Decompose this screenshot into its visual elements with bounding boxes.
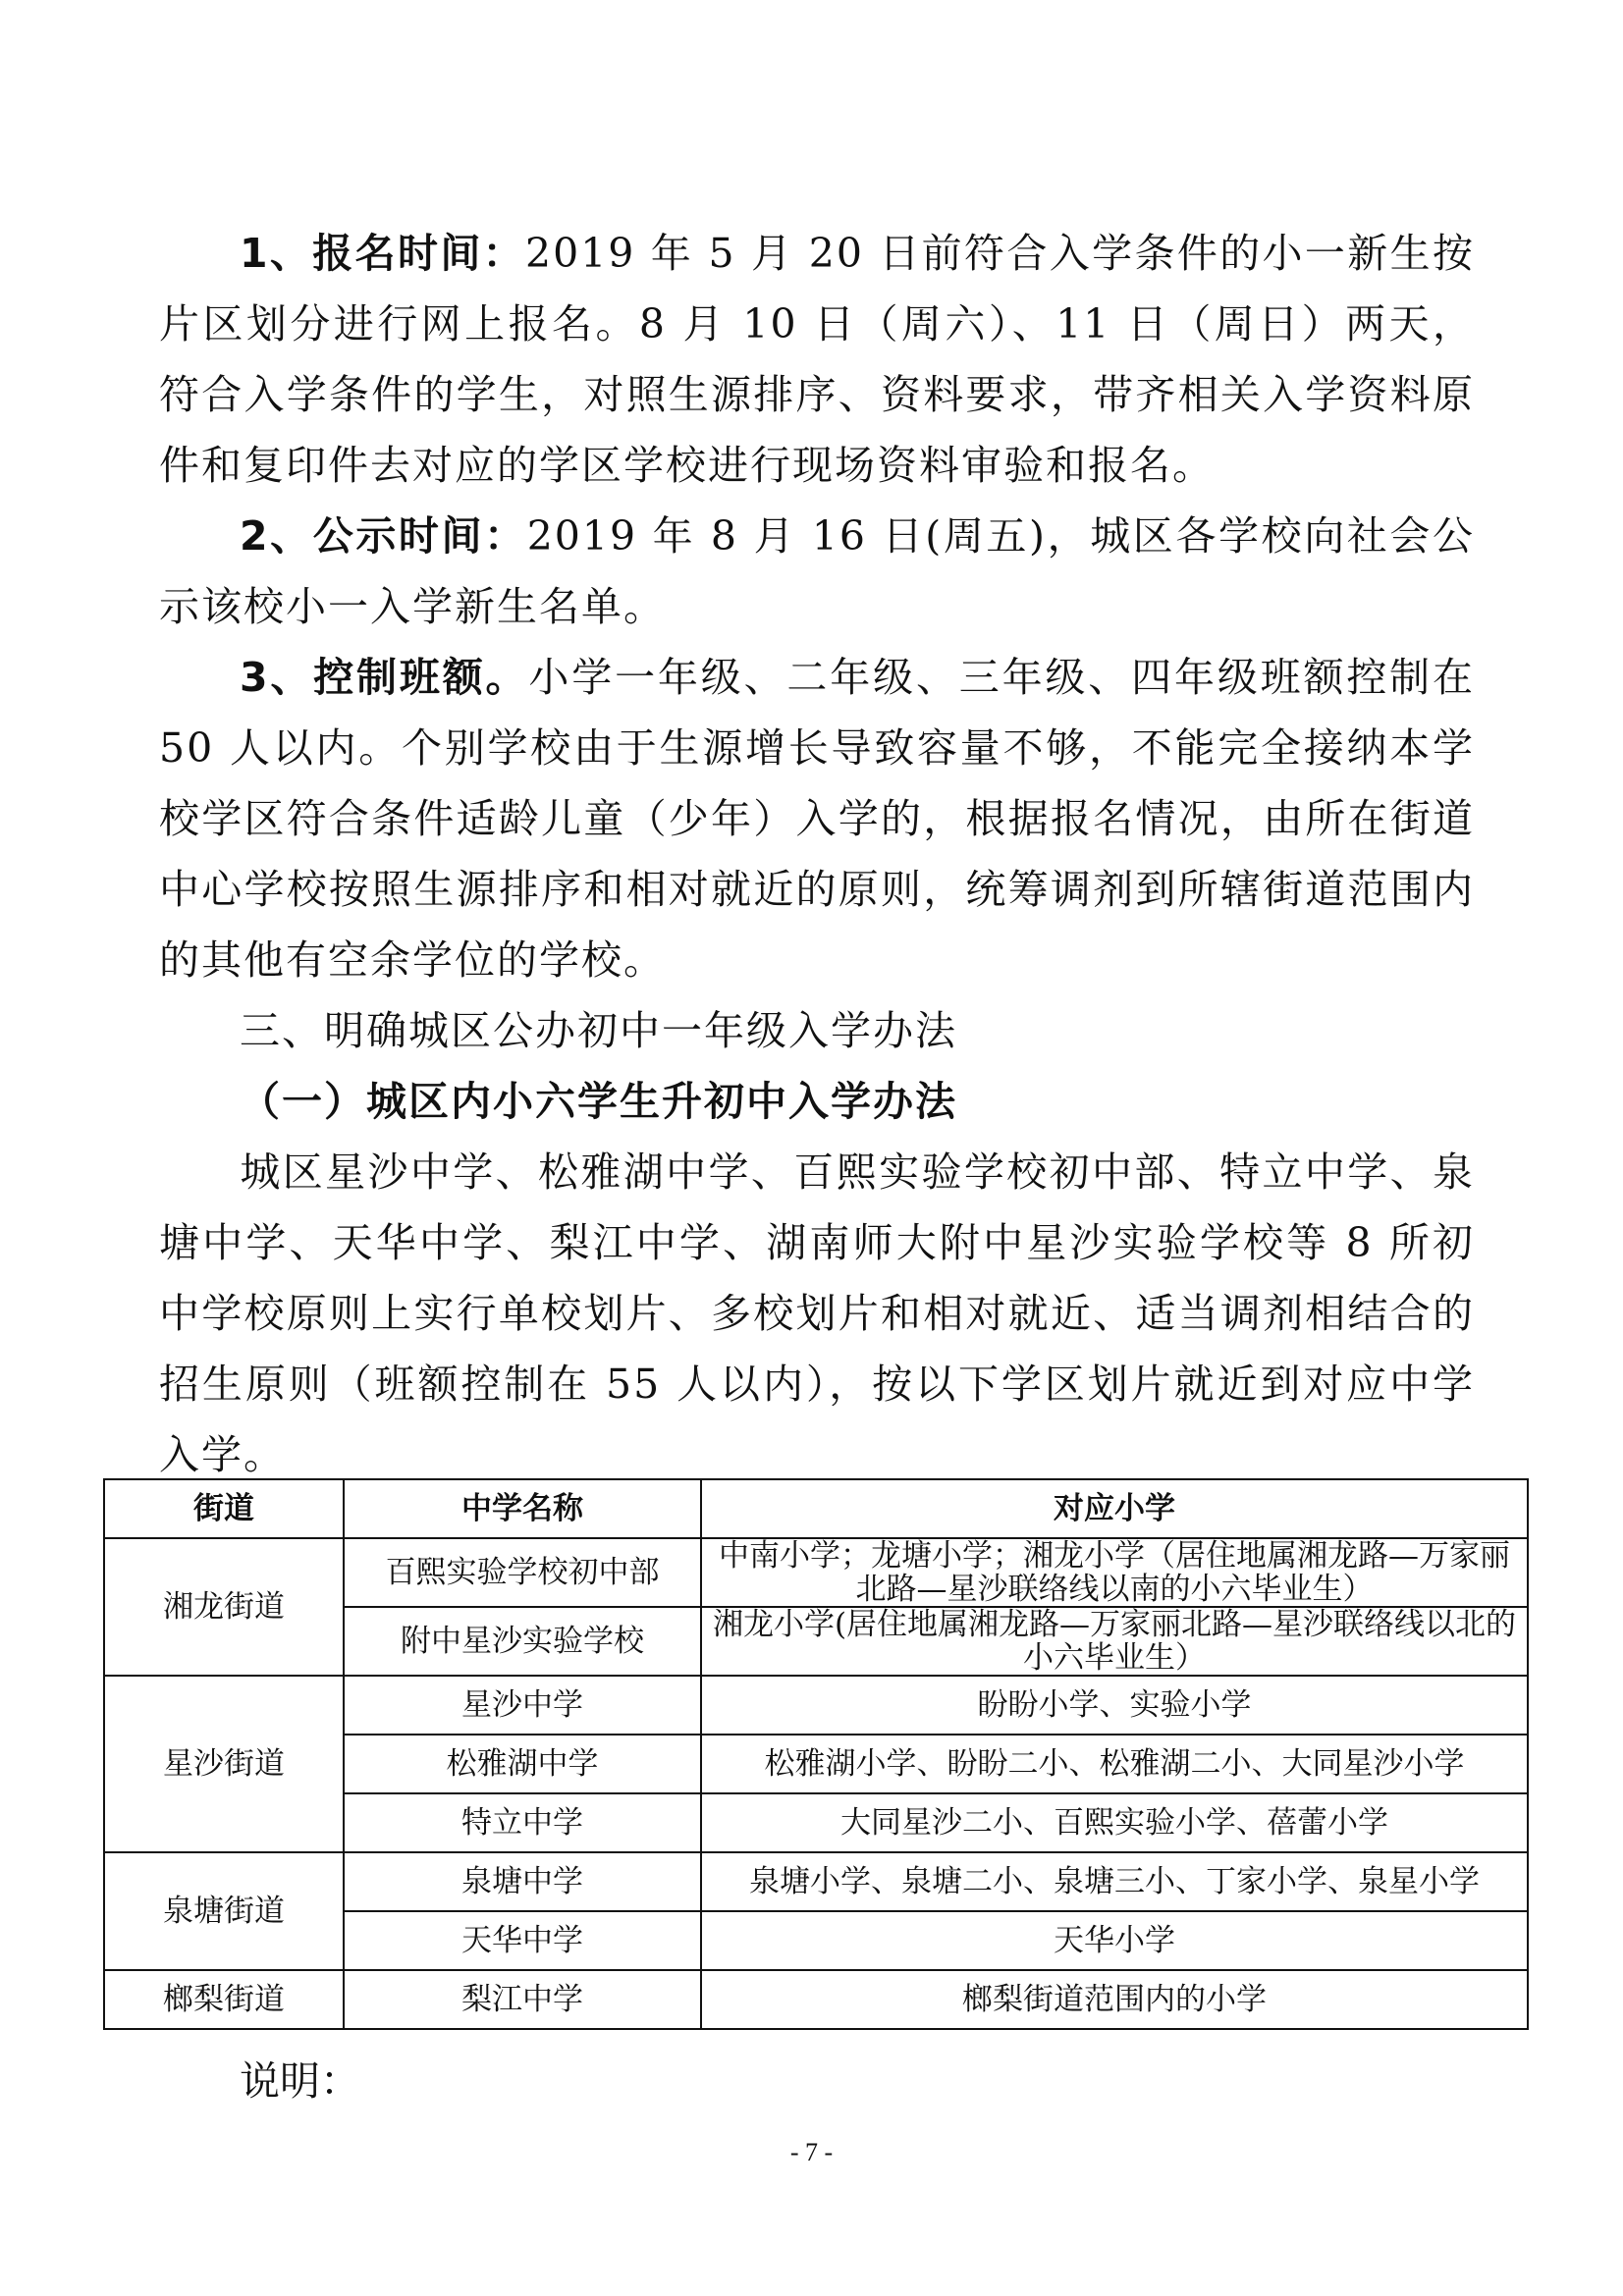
header-middle-school: 中学名称 <box>344 1479 701 1538</box>
school-cell: 附中星沙实验学校 <box>344 1607 701 1676</box>
paragraph-publicity-time <box>159 501 1475 642</box>
table-row <box>104 1852 1528 1911</box>
primary-cell: 中南小学；龙塘小学；湘龙小学（居住地属湘龙路—万家丽北路—星沙联络线以南的小六毕业生） <box>701 1538 1528 1607</box>
header-street: 街道 <box>104 1479 344 1538</box>
school-cell: 百熙实验学校初中部 <box>344 1538 701 1607</box>
junior-schools-text: 城区星沙中学、松雅湖中学、百熙实验学校初中部、特立中学、泉塘中学、天华中学、梨江中学、湖南师大附中星沙实验学校等 8 所初中学校原则上实行单校划片、多校划片和相对就近、适当调剂相结合的招生原则（班额控制在 55 人以内），按以下学区划片就近到对应中学入学。 <box>159 1148 1475 1478</box>
primary-cell: 大同星沙二小、百熙实验小学、蓓蕾小学 <box>701 1793 1528 1852</box>
section-heading-three: 三、明确城区公办初中一年级入学办法 <box>240 1007 957 1054</box>
table-row <box>104 1676 1528 1735</box>
subheading-one: （一）城区内小六学生升初中入学办法 <box>240 1078 957 1125</box>
paragraph-junior-schools <box>159 1137 1475 1490</box>
primary-cell: 榔梨街道范围内的小学 <box>701 1970 1528 2029</box>
school-cell: 梨江中学 <box>344 1970 701 2029</box>
note-label: 说明： <box>240 2057 360 2105</box>
school-cell: 天华中学 <box>344 1911 701 1970</box>
registration-time-label: 1、报名时间： <box>240 230 526 277</box>
class-size-text: 小学一年级、二年级、三年级、四年级班额控制在 50 人以内。个别学校由于生源增长导致容量不够，不能完全接纳本学校学区符合条件适龄儿童（少年）入学的，根据报名情况，由所在街道中心学校按照生源排序和相对就近的原则，统筹调剂到所辖街道范围内的其他有空余学位的学校。 <box>159 654 1476 984</box>
page-number: - 7 - <box>789 2138 834 2166</box>
publicity-time-text: 2019 年 8 月 16 日(周五)，城区各学校向社会公示该校小一入学新生名单。 <box>159 512 1475 630</box>
school-district-table <box>103 1478 1529 2030</box>
paragraph-class-size <box>159 642 1475 995</box>
street-cell: 泉塘街道 <box>104 1852 344 1970</box>
publicity-time-label: 2、公示时间： <box>240 512 527 560</box>
table-header-row <box>104 1479 1528 1538</box>
primary-cell: 盼盼小学、实验小学 <box>701 1676 1528 1735</box>
primary-cell: 湘龙小学(居住地属湘龙路—万家丽北路—星沙联络线以北的小六毕业生） <box>701 1607 1528 1676</box>
header-primary-school: 对应小学 <box>701 1479 1528 1538</box>
primary-cell: 泉塘小学、泉塘二小、泉塘三小、丁家小学、泉星小学 <box>701 1852 1528 1911</box>
school-cell: 特立中学 <box>344 1793 701 1852</box>
school-cell: 星沙中学 <box>344 1676 701 1735</box>
primary-cell: 天华小学 <box>701 1911 1528 1970</box>
primary-cell: 松雅湖小学、盼盼二小、松雅湖二小、大同星沙小学 <box>701 1735 1528 1793</box>
registration-time-text: 2019 年 5 月 20 日前符合入学条件的小一新生按片区划分进行网上报名。8 月 10 日（周六）、11 日（周日）两天，符合入学条件的学生，对照生源排序、资料要求，带齐相关入学资料原件和复印件去对应的学区学校进行现场资料审验和报名。 <box>159 230 1475 489</box>
school-cell: 泉塘中学 <box>344 1852 701 1911</box>
street-cell: 湘龙街道 <box>104 1538 344 1676</box>
paragraph-registration-time <box>159 218 1475 501</box>
table-row <box>104 1538 1528 1607</box>
street-cell: 星沙街道 <box>104 1676 344 1852</box>
street-cell: 榔梨街道 <box>104 1970 344 2029</box>
table-row <box>104 1970 1528 2029</box>
school-cell: 松雅湖中学 <box>344 1735 701 1793</box>
class-size-label: 3、控制班额。 <box>240 654 529 701</box>
